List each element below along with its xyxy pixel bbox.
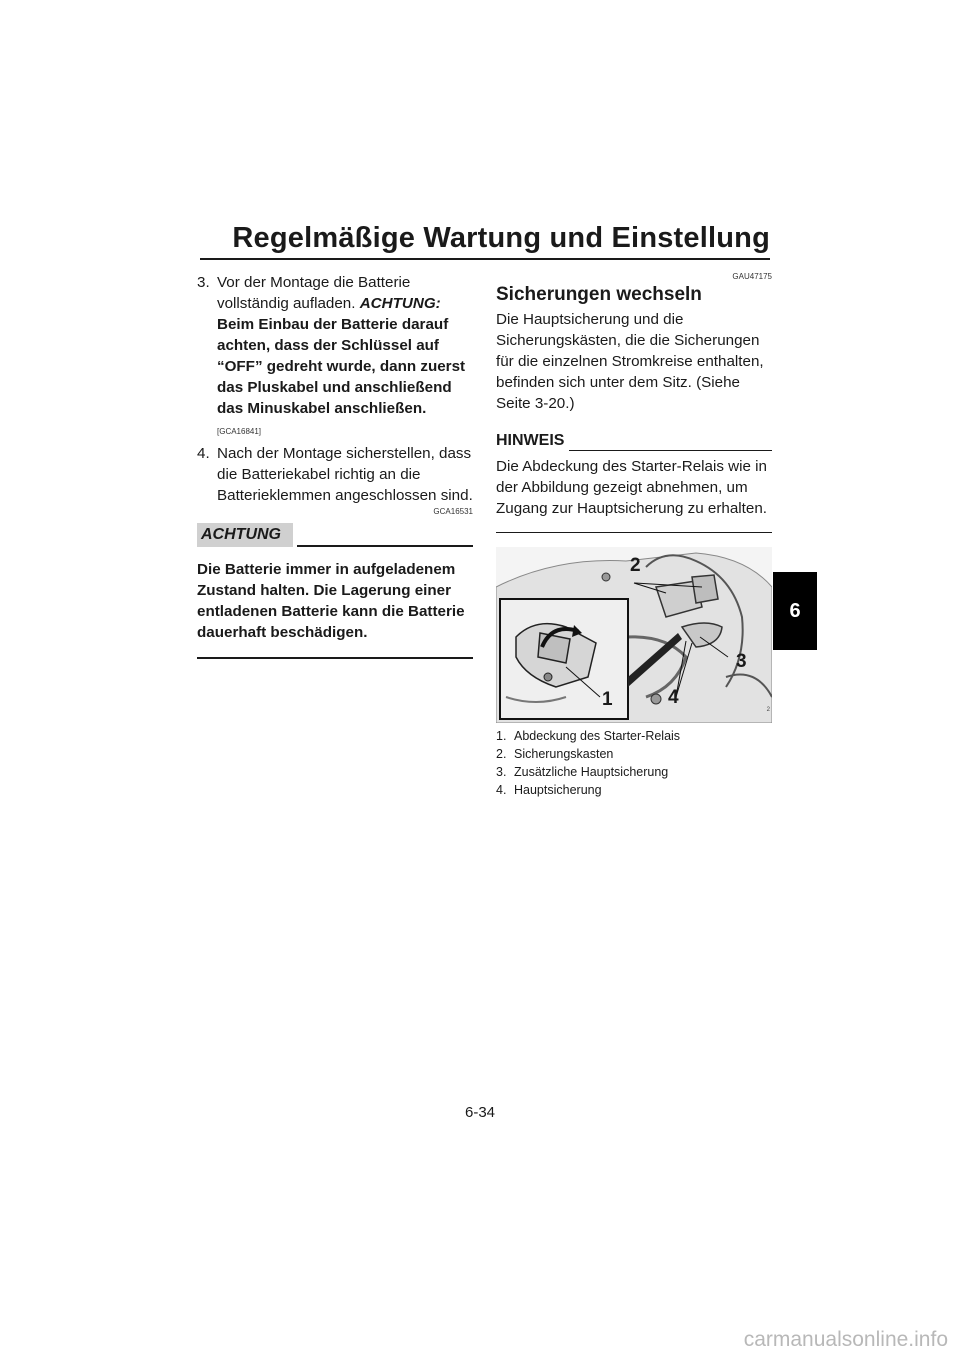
figure-legend xyxy=(496,727,772,799)
legend-item-number: 4. xyxy=(496,783,507,797)
note-end-rule xyxy=(496,532,772,533)
caution-header xyxy=(197,519,473,551)
legend-item-4 xyxy=(496,781,772,799)
callout-1: 1 xyxy=(602,689,613,710)
caution-code: GCA16531 xyxy=(433,507,473,516)
caution-header-rule xyxy=(297,545,473,547)
page-title: Regelmäßige Wartung und Einstellung xyxy=(232,222,770,254)
caution-end-rule xyxy=(197,657,473,659)
figure-code: 2 xyxy=(766,707,770,713)
step-4-number: 4. xyxy=(197,445,210,462)
step-3 xyxy=(197,272,473,442)
callout-2: 2 xyxy=(630,555,641,576)
legend-item-text: Abdeckung des Starter-Relais xyxy=(514,729,681,743)
note-header-rule xyxy=(569,450,772,451)
legend-item-text: Sicherungskasten xyxy=(514,747,614,761)
step-4 xyxy=(197,443,473,506)
fuse-illustration xyxy=(496,547,772,723)
callout-4: 4 xyxy=(668,687,679,708)
legend-item-number: 2. xyxy=(496,747,507,761)
note-header xyxy=(496,426,772,450)
section-paragraph: Die Hauptsicherung und die Sicherungskästen, die die Sicherungen für die einzelnen Stromkreise enthalten, befinden sich unter dem Sitz. (Siehe Seite 3-20.) xyxy=(496,311,764,412)
left-column xyxy=(197,272,473,659)
watermark: carmanualsonline.info xyxy=(743,1328,948,1351)
right-column xyxy=(496,272,772,799)
step-3-text: Vor der Montage die Batterie vollständig aufladen. xyxy=(217,274,411,312)
legend-item-2 xyxy=(496,745,772,763)
section-title: Sicherungen wechseln xyxy=(496,284,702,305)
legend-item-number: 3. xyxy=(496,765,507,779)
step-3-reference-code: [GCA16841] xyxy=(217,427,262,436)
caution-label: ACHTUNG xyxy=(197,523,293,547)
legend-item-1 xyxy=(496,727,772,745)
page-number: 6-34 xyxy=(464,1104,496,1121)
step-3-caution-text: Beim Einbau der Batterie darauf achten, dass der Schlüssel auf “OFF” gedreht wurde, dann zuerst das Pluskabel und anschließend das Minuskabel anschließen. xyxy=(217,316,466,417)
callout-3: 3 xyxy=(736,651,747,672)
legend-item-text: Hauptsicherung xyxy=(514,783,602,797)
caution-text: Die Batterie immer in aufgeladenem Zustand halten. Die Lagerung einer entladenen Batterie kann die Batterie dauerhaft beschädigen. xyxy=(197,561,465,641)
legend-item-text: Zusätzliche Hauptsicherung xyxy=(514,765,669,779)
note-text: Die Abdeckung des Starter-Relais wie in der Abbildung gezeigt abnehmen, um Zugang zur Hauptsicherung zu erhalten. xyxy=(496,458,768,517)
legend-item-number: 1. xyxy=(496,729,507,743)
title-rule xyxy=(200,258,770,260)
step-4-text: Nach der Montage sicherstellen, dass die Batteriekabel richtig an die Batterieklemmen angeschlossen sind. xyxy=(217,445,473,504)
step-3-number: 3. xyxy=(197,274,210,291)
section-code: GAU47175 xyxy=(732,272,772,281)
step-3-caution-label: ACHTUNG: xyxy=(359,295,441,312)
note-label: HINWEIS xyxy=(496,432,565,449)
legend-item-3 xyxy=(496,763,772,781)
chapter-tab: 6 xyxy=(773,572,817,650)
